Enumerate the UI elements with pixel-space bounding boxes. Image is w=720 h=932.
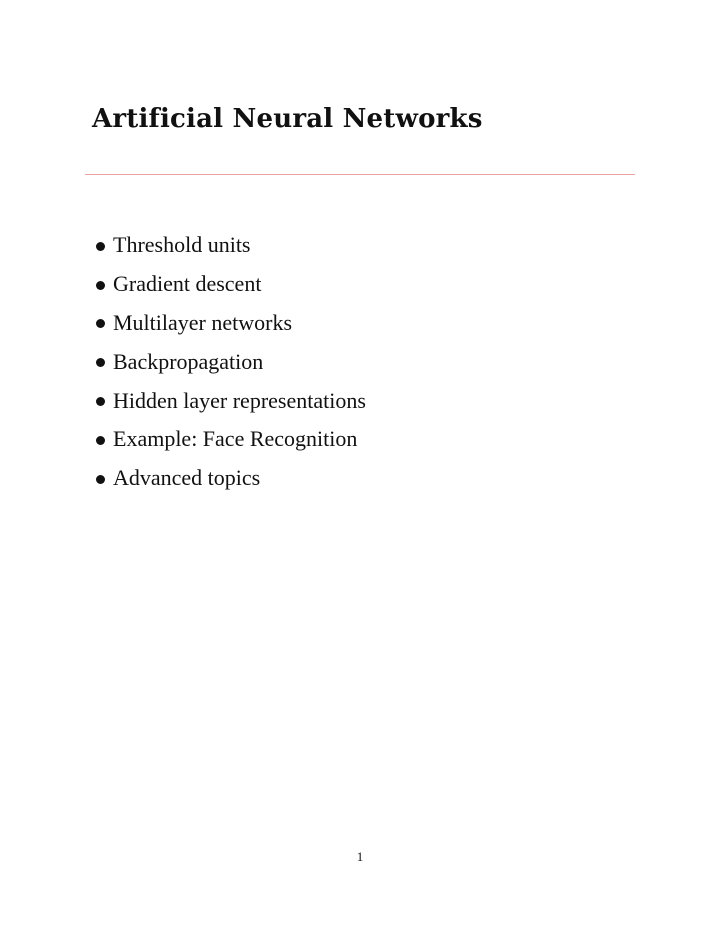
bullet-icon — [96, 436, 105, 445]
list-item-text: Example: Face Recognition — [113, 426, 358, 452]
list-item-text: Backpropagation — [113, 348, 264, 374]
bullet-icon — [96, 281, 105, 290]
topic-list — [96, 226, 366, 498]
list-item — [96, 381, 366, 420]
list-item — [96, 420, 366, 459]
list-item — [96, 265, 366, 304]
list-item — [96, 226, 366, 265]
bullet-icon — [96, 319, 105, 328]
list-item-text: Advanced topics — [113, 465, 261, 491]
bullet-icon — [96, 397, 105, 406]
bullet-icon — [96, 358, 105, 367]
slide-title: Artificial Neural Networks — [92, 104, 483, 134]
list-item — [96, 459, 366, 498]
list-item-text: Gradient descent — [113, 271, 262, 297]
list-item-text: Hidden layer representations — [113, 387, 366, 413]
list-item — [96, 342, 366, 381]
list-item-text: Threshold units — [113, 232, 251, 258]
list-item-text: Multilayer networks — [113, 309, 293, 335]
list-item — [96, 304, 366, 343]
title-divider — [85, 174, 635, 175]
bullet-icon — [96, 242, 105, 251]
bullet-icon — [96, 475, 105, 484]
page-number: 1 — [356, 849, 364, 864]
